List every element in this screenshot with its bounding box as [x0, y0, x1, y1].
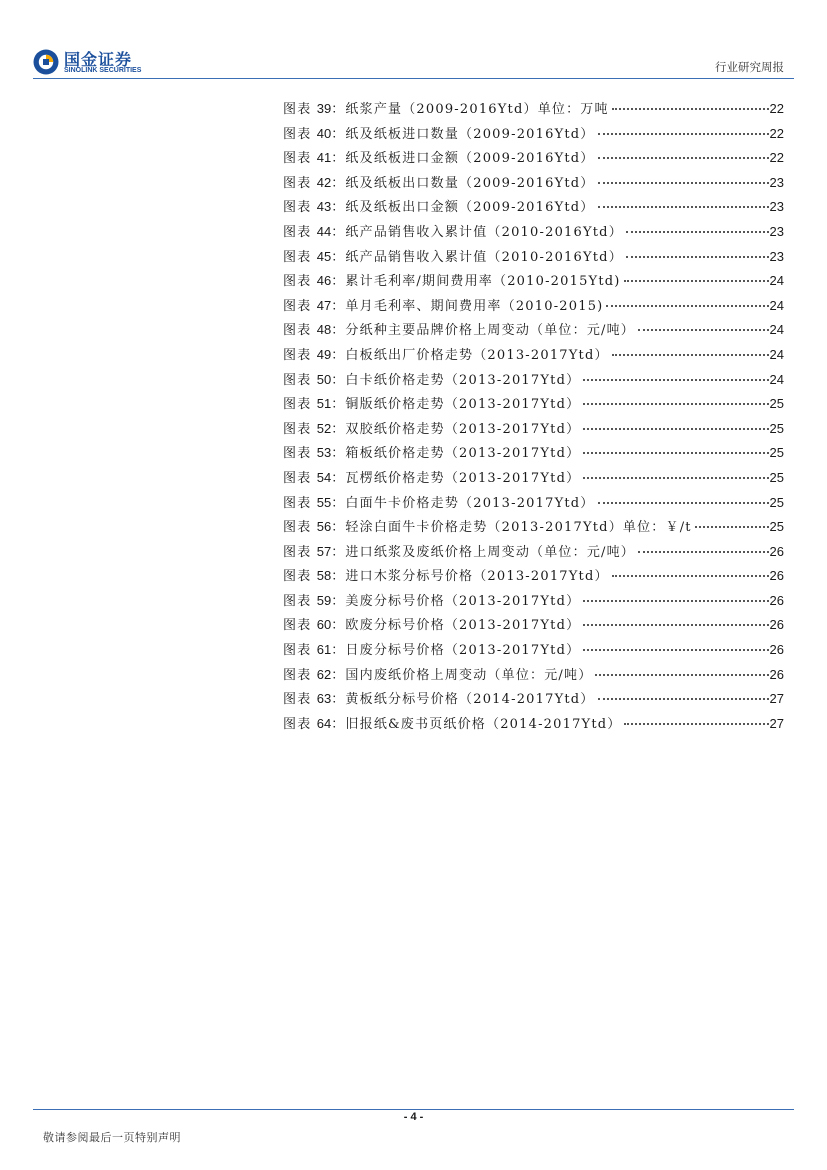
toc-entry-title: ：轻涂白面牛卡价格走势（2013-2017Ytd）单位：￥/t	[331, 520, 692, 536]
toc-entry-prefix: 图表	[283, 544, 312, 560]
toc-entry-title: ：国内废纸价格上周变动（单位：元/吨）	[331, 667, 593, 683]
toc-entry[interactable]	[283, 688, 784, 713]
brand-name-cn: 国金证券	[64, 50, 133, 69]
toc-dot-leader	[612, 354, 769, 356]
toc-entry-title: ：白卡纸价格走势（2013-2017Ytd）	[331, 372, 581, 388]
toc-entry-number: 55	[316, 494, 332, 510]
toc-entry-page: 22	[769, 150, 784, 166]
toc-entry-number: 45	[316, 248, 332, 264]
toc-entry-title: ：白面牛卡价格走势（2013-2017Ytd）	[331, 495, 595, 511]
toc-entry-label	[283, 393, 580, 412]
sinolink-logo-icon	[33, 49, 59, 75]
toc-dot-leader	[583, 600, 768, 602]
toc-entry-page: 25	[769, 469, 784, 485]
toc-entry-label	[283, 246, 623, 265]
toc-entry-number: 49	[316, 346, 332, 362]
toc-entry-label	[283, 442, 580, 461]
toc-entry-prefix: 图表	[283, 421, 312, 437]
toc-entry-title: ：美废分标号价格（2013-2017Ytd）	[331, 593, 581, 609]
toc-entry-page: 24	[769, 322, 784, 338]
toc-dot-leader	[695, 526, 769, 528]
toc-entry-number: 51	[316, 396, 332, 412]
toc-entry-label	[283, 565, 609, 584]
toc-entry-prefix: 图表	[283, 470, 312, 486]
toc-entry[interactable]	[283, 147, 784, 172]
toc-entry[interactable]	[283, 246, 784, 271]
toc-entry-number: 48	[316, 322, 332, 338]
figure-list	[283, 98, 784, 737]
toc-entry-title: ：单月毛利率、期间费用率（2010-2015)	[331, 298, 604, 314]
toc-entry-label	[283, 221, 623, 240]
toc-dot-leader	[626, 256, 769, 258]
toc-entry-number: 58	[316, 568, 332, 584]
toc-dot-leader	[583, 452, 768, 454]
toc-entry-title: ：纸产品销售收入累计值（2010-2016Ytd）	[331, 249, 623, 265]
toc-entry[interactable]	[283, 221, 784, 246]
toc-entry[interactable]	[283, 541, 784, 566]
toc-entry[interactable]	[283, 344, 784, 369]
toc-dot-leader	[638, 329, 769, 331]
toc-entry-title: ：进口木浆分标号价格（2013-2017Ytd）	[331, 569, 609, 585]
toc-entry-title: ：旧报纸&废书页纸价格（2014-2017Ytd）	[331, 716, 622, 732]
toc-entry-prefix: 图表	[283, 224, 312, 240]
footer-divider	[33, 1109, 794, 1110]
toc-entry-prefix: 图表	[283, 667, 312, 683]
toc-entry-number: 46	[316, 273, 332, 289]
toc-entry-number: 59	[316, 592, 332, 608]
toc-entry-title: ：纸及纸板出口数量（2009-2016Ytd）	[331, 175, 595, 191]
brand-name-en: SINOLINK SECURITIES	[64, 67, 142, 74]
toc-entry-prefix: 图表	[283, 372, 312, 388]
toc-entry-title: ：铜版纸价格走势（2013-2017Ytd）	[331, 397, 581, 413]
toc-entry-prefix: 图表	[283, 323, 312, 339]
toc-dot-leader	[583, 477, 768, 479]
toc-entry-title: ：欧废分标号价格（2013-2017Ytd）	[331, 618, 581, 634]
toc-entry-title: ：进口纸浆及废纸价格上周变动（单位：元/吨）	[331, 544, 635, 560]
toc-entry-number: 43	[316, 199, 332, 215]
toc-dot-leader	[638, 551, 769, 553]
toc-entry-page: 22	[769, 101, 784, 116]
toc-entry-page: 27	[769, 715, 784, 731]
toc-entry-prefix: 图表	[283, 249, 312, 265]
toc-entry-page: 24	[769, 297, 784, 313]
toc-entry-title: ：双胶纸价格走势（2013-2017Ytd）	[331, 421, 581, 437]
toc-entry-number: 53	[316, 445, 332, 461]
toc-entry-label	[283, 369, 580, 388]
toc-entry-label	[283, 123, 595, 142]
toc-entry-prefix: 图表	[283, 126, 312, 142]
toc-entry-prefix: 图表	[283, 643, 312, 659]
toc-dot-leader	[598, 206, 769, 208]
toc-entry[interactable]	[283, 467, 784, 492]
toc-entry-label	[283, 492, 595, 511]
toc-dot-leader	[612, 575, 769, 577]
page-number: - 4 -	[403, 1111, 424, 1123]
toc-dot-leader	[598, 133, 769, 135]
toc-entry-title: ：纸产品销售收入累计值（2010-2016Ytd）	[331, 224, 623, 240]
company-logo	[33, 47, 153, 79]
toc-entry-number: 40	[316, 125, 332, 141]
toc-entry-label	[283, 664, 592, 683]
toc-dot-leader	[583, 428, 768, 430]
toc-entry[interactable]	[283, 319, 784, 344]
toc-entry-prefix: 图表	[283, 692, 312, 708]
toc-dot-leader	[598, 182, 769, 184]
toc-dot-leader	[606, 305, 768, 307]
toc-entry-number: 50	[316, 371, 332, 387]
toc-entry-page: 25	[769, 519, 784, 535]
toc-dot-leader	[612, 108, 769, 110]
toc-entry-prefix: 图表	[283, 569, 312, 585]
toc-dot-leader	[583, 624, 768, 626]
toc-entry-prefix: 图表	[283, 716, 312, 732]
toc-entry-label	[283, 541, 635, 560]
toc-entry-prefix: 图表	[283, 446, 312, 462]
toc-dot-leader	[595, 674, 768, 676]
toc-entry-page: 25	[769, 396, 784, 412]
toc-entry-page: 22	[769, 125, 784, 141]
toc-entry[interactable]	[283, 172, 784, 197]
toc-dot-leader	[598, 698, 769, 700]
toc-entry[interactable]	[283, 442, 784, 467]
toc-entry-page: 23	[769, 199, 784, 215]
toc-entry-number: 64	[316, 715, 332, 731]
toc-entry-title: ：分纸种主要品牌价格上周变动（单位：元/吨）	[331, 323, 635, 339]
toc-entry-page: 27	[769, 691, 784, 707]
toc-entry-label	[283, 516, 692, 535]
toc-entry-label	[283, 590, 580, 609]
toc-entry-number: 63	[316, 691, 332, 707]
toc-entry-page: 26	[769, 543, 784, 559]
toc-entry-label	[283, 147, 595, 166]
toc-entry[interactable]	[283, 565, 784, 590]
toc-entry-number: 54	[316, 469, 332, 485]
toc-entry-page: 25	[769, 420, 784, 436]
toc-entry-page: 23	[769, 248, 784, 264]
toc-entry-page: 26	[769, 568, 784, 584]
toc-entry[interactable]	[283, 590, 784, 615]
toc-entry[interactable]	[283, 393, 784, 418]
toc-entry-label	[283, 196, 595, 215]
toc-entry[interactable]	[283, 614, 784, 639]
toc-entry-page: 24	[769, 346, 784, 362]
toc-entry-prefix: 图表	[283, 151, 312, 167]
toc-entry-prefix: 图表	[283, 618, 312, 634]
toc-entry[interactable]	[283, 369, 784, 394]
toc-entry-page: 26	[769, 666, 784, 682]
toc-entry-number: 62	[316, 666, 332, 682]
toc-entry-number: 47	[316, 297, 332, 313]
toc-dot-leader	[626, 231, 769, 233]
toc-entry-number: 41	[316, 150, 332, 166]
toc-entry[interactable]	[283, 418, 784, 443]
toc-entry-prefix: 图表	[283, 102, 312, 117]
toc-entry-label	[283, 98, 609, 117]
toc-dot-leader	[583, 403, 768, 405]
toc-entry-label	[283, 172, 595, 191]
toc-entry[interactable]	[283, 295, 784, 320]
footer-disclaimer: 敬请参阅最后一页特别声明	[43, 1131, 181, 1144]
toc-entry-label	[283, 270, 621, 289]
toc-entry[interactable]	[283, 713, 784, 738]
toc-entry-title: ：箱板纸价格走势（2013-2017Ytd）	[331, 446, 581, 462]
toc-entry-number: 39	[316, 101, 332, 116]
toc-entry[interactable]	[283, 123, 784, 148]
toc-entry-page: 25	[769, 445, 784, 461]
toc-entry-number: 60	[316, 617, 332, 633]
header-divider	[33, 78, 794, 79]
toc-entry-page: 26	[769, 617, 784, 633]
toc-entry-number: 61	[316, 642, 332, 658]
toc-entry-label	[283, 319, 635, 338]
toc-entry-page: 25	[769, 494, 784, 510]
toc-entry-label	[283, 295, 603, 314]
toc-entry[interactable]	[283, 664, 784, 689]
toc-entry-title: ：累计毛利率/期间费用率（2010-2015Ytd)	[331, 274, 621, 290]
toc-entry-label	[283, 688, 595, 707]
toc-dot-leader	[583, 649, 768, 651]
toc-entry-prefix: 图表	[283, 274, 312, 290]
toc-entry-number: 56	[316, 519, 332, 535]
toc-entry[interactable]	[283, 639, 784, 664]
toc-entry-number: 42	[316, 174, 332, 190]
toc-entry-page: 23	[769, 223, 784, 239]
toc-entry-prefix: 图表	[283, 593, 312, 609]
toc-entry-label	[283, 639, 580, 658]
toc-entry-title: ：日废分标号价格（2013-2017Ytd）	[331, 643, 581, 659]
report-type: 行业研究周报	[715, 60, 784, 74]
toc-dot-leader	[598, 502, 769, 504]
toc-entry-title: ：纸及纸板出口金额（2009-2016Ytd）	[331, 200, 595, 216]
toc-dot-leader	[624, 723, 768, 725]
toc-entry-label	[283, 614, 580, 633]
toc-entry-label	[283, 467, 580, 486]
toc-entry-number: 57	[316, 543, 332, 559]
toc-entry-page: 24	[769, 371, 784, 387]
toc-entry-prefix: 图表	[283, 298, 312, 314]
toc-entry[interactable]	[283, 98, 784, 123]
toc-entry-title: ：黄板纸分标号价格（2014-2017Ytd）	[331, 692, 595, 708]
toc-entry-prefix: 图表	[283, 397, 312, 413]
toc-entry-label	[283, 418, 580, 437]
toc-entry-label	[283, 344, 609, 363]
toc-entry-prefix: 图表	[283, 347, 312, 363]
toc-entry-number: 44	[316, 223, 332, 239]
toc-entry-page: 26	[769, 642, 784, 658]
toc-entry-title: ：纸及纸板进口金额（2009-2016Ytd）	[331, 151, 595, 167]
toc-entry-prefix: 图表	[283, 200, 312, 216]
toc-dot-leader	[583, 379, 768, 381]
toc-entry-title: ：白板纸出厂价格走势（2013-2017Ytd）	[331, 347, 609, 363]
toc-entry-page: 23	[769, 174, 784, 190]
toc-entry-title: ：瓦楞纸价格走势（2013-2017Ytd）	[331, 470, 581, 486]
toc-dot-leader	[598, 157, 769, 159]
toc-entry-prefix: 图表	[283, 495, 312, 511]
toc-dot-leader	[624, 280, 769, 282]
toc-entry-page: 24	[769, 273, 784, 289]
toc-entry-prefix: 图表	[283, 175, 312, 191]
toc-entry[interactable]	[283, 270, 784, 295]
toc-entry-title: ：纸及纸板进口数量（2009-2016Ytd）	[331, 126, 595, 142]
toc-entry-number: 52	[316, 420, 332, 436]
toc-entry[interactable]	[283, 492, 784, 517]
toc-entry[interactable]	[283, 196, 784, 221]
toc-entry-page: 26	[769, 592, 784, 608]
toc-entry-label	[283, 713, 621, 732]
toc-entry[interactable]	[283, 516, 784, 541]
toc-entry-title: ：纸浆产量（2009-2016Ytd）单位：万吨	[331, 102, 609, 117]
toc-entry-prefix: 图表	[283, 520, 312, 536]
